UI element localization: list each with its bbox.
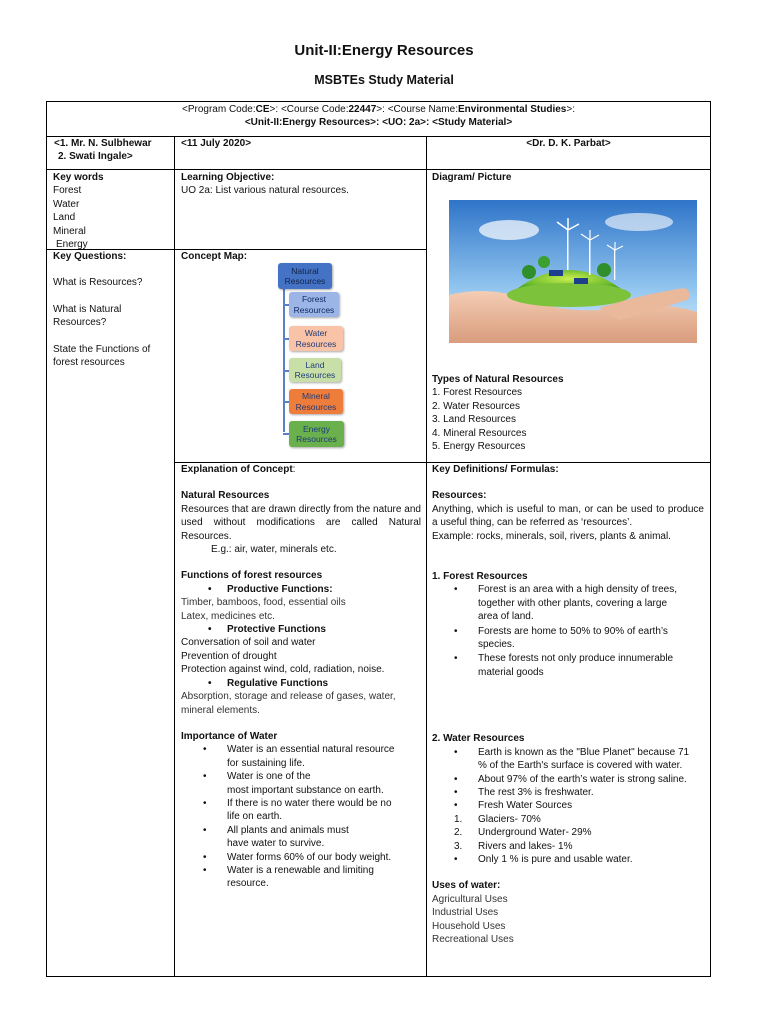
list-item-line: Only 1 % is pure and usable water. [478,853,633,865]
forest-resources-heading: 1. Forest Resources [432,571,528,583]
question-2-line: What is Natural [53,303,122,315]
list-item [454,853,704,866]
question-3-line: forest resources [53,357,125,369]
question-1: What is Resources? [53,277,143,289]
explanation-heading-suffix: : [292,464,296,475]
list-number: 3. [454,840,463,852]
list-item-line: Water is one of the [227,771,311,783]
bullet-icon: • [454,786,458,798]
concept-map-node-line: Resources [296,434,337,444]
question-2-line: Resources? [53,317,107,329]
list-item-line: Water is an essential natural resource [227,744,395,756]
list-item-line: Underground Water- 29% [478,827,592,839]
list-item-line: About 97% of the earth’s water is strong saline. [478,773,687,785]
list-item-line: All plants and animals must [227,824,349,836]
course-name-value: Environmental Studies [458,104,567,115]
protective-functions-label: Protective Functions [227,624,326,636]
list-item-line: resource. [227,878,269,890]
concept-map-land [289,358,341,382]
study-material-table [46,101,711,977]
uses-of-water-heading: Uses of water: [432,880,501,892]
type-item: 5. Energy Resources [432,441,526,453]
bullet-icon: • [454,584,458,596]
list-item [454,799,704,812]
bullet-icon: • [208,677,212,689]
program-info [47,102,710,130]
list-item-line: If there is no water there would be no [227,797,392,809]
type-item: 2. Water Resources [432,400,520,412]
resources-example: Example: rocks, minerals, soil, rivers, plants & animal. [432,530,671,542]
natural-resources-example: E.g.: air, water, minerals etc. [211,544,337,556]
list-item-line: material goods [478,666,544,678]
natural-resources-heading: Natural Resources [181,490,270,502]
bullet-icon: • [454,653,458,665]
water-resources-list [432,746,704,867]
author-2: 2. Swati Ingale> [58,151,133,163]
natural-resources-text: Resources that are drawn directly from the nature and used without modifications are called Natural Resources. [181,503,421,542]
list-item [454,625,704,652]
productive-functions-label: Productive Functions: [227,583,333,595]
forest-resources-list [432,583,704,679]
bullet-icon: • [203,771,207,783]
keyword-item: Energy [56,239,88,251]
numbered-item [454,840,704,853]
program-code-value: CE [255,104,270,115]
concept-map-root-line: Resources [284,276,326,286]
protective-functions-heading [181,623,421,636]
bullet-icon: • [203,744,207,756]
list-item-line: Fresh Water Sources [478,800,573,812]
importance-of-water-list [181,743,421,890]
list-item [454,773,704,786]
author-1: <1. Mr. N. Sulbhewar [54,138,152,149]
list-item-line: Rivers and lakes- 1% [478,840,573,852]
definitions-heading: Key Definitions/ Formulas: [432,464,559,475]
productive-line: Latex, medicines etc. [181,610,275,622]
reviewer: <Dr. D. K. Parbat> [526,138,611,149]
productive-functions-heading [181,583,421,596]
use-item: Industrial Uses [432,907,499,919]
bullet-icon: • [454,773,458,785]
concept-map-node-line: Resources [294,370,336,380]
list-number: 2. [454,827,463,839]
concept-map-node-line: Resources [295,338,337,349]
types-section [432,373,702,453]
list-item-line: life on earth. [227,811,283,823]
bullet-icon: • [203,824,207,836]
list-item-line: species. [478,639,515,651]
bullet-icon: • [203,851,207,863]
bullet-icon: • [203,864,207,876]
list-item-line: These forests not only produce innumerable [478,653,674,665]
page-title: Unit-II:Energy Resources [294,42,474,59]
question-3-line: State the Functions of [53,343,151,355]
list-item-line: Earth is known as the "Blue Planet" because 71 [478,746,690,758]
bullet-icon: • [203,797,207,809]
use-item: Household Uses [432,920,506,932]
list-item-line: The rest 3% is freshwater. [478,786,594,798]
forest-functions-heading: Functions of forest resources [181,570,323,582]
regulative-line: Absorption, storage and release of gases, water, [181,691,396,703]
keyword-item: Water [53,198,80,210]
list-item [203,743,421,770]
keyword-item: Mineral [53,225,86,237]
list-item-line: Forests are home to 50% to 90% of earth’s [478,625,668,637]
resources-definition: Anything, which is useful to man, or can be used to produce a useful thing, can be referred as ‘resources’. [432,503,704,529]
regulative-functions-heading [181,677,421,690]
learning-objective [181,171,421,198]
protective-line: Conversation of soil and water [181,637,316,649]
use-item: Agricultural Uses [432,893,508,905]
course-name-label: >: <Course Name: [376,104,459,115]
list-item-line: together with other plants, covering a large [478,597,667,609]
objective-text: UO 2a: List various natural resources. [181,185,349,197]
concept-map-node-line: Resources [295,401,337,412]
bullet-icon: • [208,624,212,636]
key-questions [53,250,171,369]
concept-map-node-line: Resources [293,304,335,315]
list-item [203,824,421,851]
list-item-line: % of the Earth's surface is covered with water. [478,760,683,772]
key-questions-heading: Key Questions: [53,251,127,262]
concept-map-mineral [289,389,343,414]
list-number: 1. [454,813,463,825]
objective-heading: Learning Objective: [181,172,275,183]
concept-map-trunk [283,289,285,432]
earth-in-hands-image [449,200,697,343]
bullet-icon: • [454,853,458,865]
list-item [203,770,421,797]
protective-line: Protection against wind, cold, radiation, noise. [181,664,385,676]
explanation-heading: Explanation of Concept [181,464,293,475]
bullet-icon: • [208,583,212,595]
diagram-heading: Diagram/ Picture [432,172,512,183]
bullet-icon: • [454,625,458,637]
list-item [203,864,421,891]
list-item [203,797,421,824]
definitions-section [432,463,704,946]
protective-line: Prevention of drought [181,650,277,662]
concept-map-water [289,326,343,351]
list-item-line: Forest is an area with a high density of trees, [478,584,677,596]
regulative-functions-label: Regulative Functions [227,677,329,689]
question-3 [53,343,171,370]
list-item-line: Water is a renewable and limiting [227,864,374,876]
list-item-line: Water forms 60% of our body weight. [227,851,392,863]
type-item: 4. Mineral Resources [432,427,527,439]
productive-line: Timber, bamboos, food, essential oils [181,597,346,609]
course-code-label: >: <Course Code: [269,104,349,115]
bullet-icon: • [454,746,458,758]
concept-map-heading: Concept Map: [181,251,248,262]
resources-heading: Resources: [432,490,487,502]
program-code-label: <Program Code: [181,104,256,115]
concept-map-root-line: Natural [291,265,319,276]
course-name-end: >: [566,104,575,115]
type-item: 1. Forest Resources [432,387,523,399]
list-item [454,746,704,773]
question-2 [53,303,171,330]
importance-of-water-heading: Importance of Water [181,730,278,742]
numbered-item [454,826,704,839]
explanation-section [181,463,421,891]
types-heading: Types of Natural Resources [432,374,564,385]
list-item-line: most important substance on earth. [227,784,384,796]
program-info-line1 [47,103,710,116]
course-code-value: 22447 [348,104,377,115]
concept-map-energy [289,421,344,447]
bullet-icon: • [454,800,458,812]
authors [54,137,172,164]
earth-in-hands-illustration [449,200,697,343]
list-item-line: Glaciers- 70% [478,813,541,825]
list-item-line: area of land. [478,611,534,623]
list-item [454,583,704,623]
date: <11 July 2020> [181,138,252,149]
concept-map-node-line: Mineral [302,391,330,401]
type-item: 3. Land Resources [432,414,516,426]
page-subtitle: MSBTEs Study Material [314,73,454,87]
water-resources-heading: 2. Water Resources [432,733,525,745]
list-item [454,786,704,799]
list-item [203,851,421,864]
use-item: Recreational Uses [432,933,514,945]
explanation-heading-line [181,463,421,476]
numbered-item [454,813,704,826]
list-item [454,652,704,679]
keyword-item: Forest [53,185,82,197]
unit-info-line: <Unit-II:Energy Resources>: <UO: 2a>: <Study Material> [244,117,513,129]
concept-map-node-line: Land [305,359,325,370]
concept-map-node-line: Forest [301,294,327,304]
concept-map-node-line: Energy [303,423,330,434]
concept-map-node-line: Water [304,328,328,338]
list-item-line: have water to survive. [227,838,325,850]
keywords-heading: Key words [53,172,104,183]
concept-map-root [278,263,332,289]
keyword-item: Land [53,212,76,224]
regulative-line: mineral elements. [181,704,260,716]
keywords-section [53,171,171,251]
list-item-line: for sustaining life. [227,757,305,769]
concept-map-forest [289,292,339,317]
